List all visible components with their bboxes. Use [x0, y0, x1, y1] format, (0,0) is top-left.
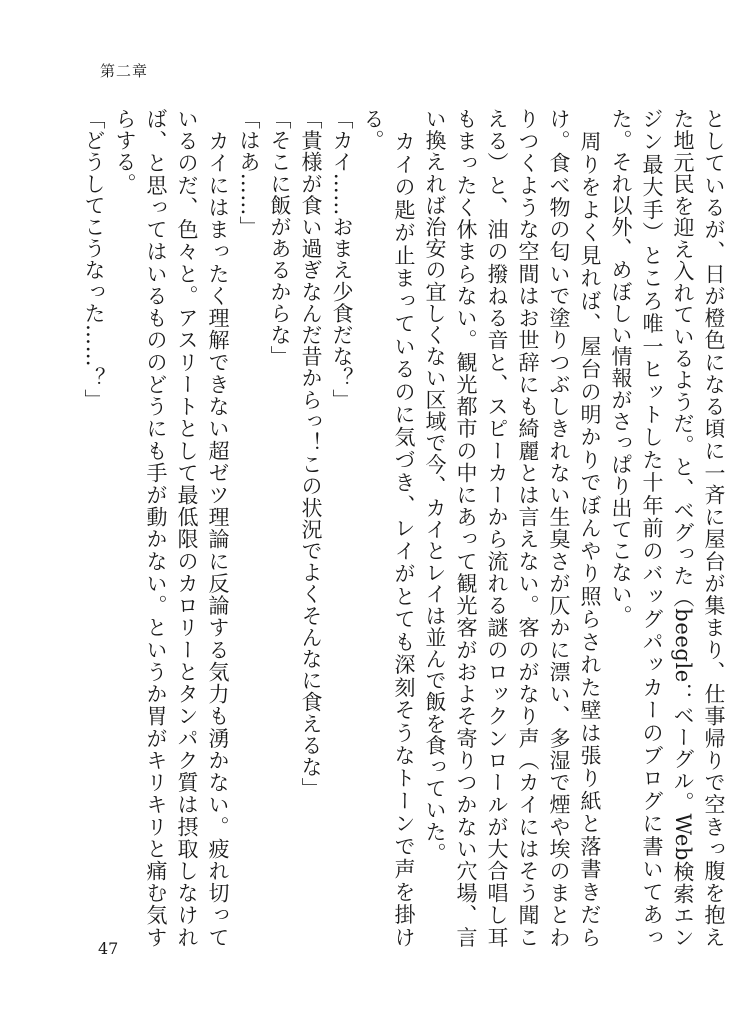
body-text-area: [78, 108, 726, 948]
dialogue-line-1: 「カイ……おまえ少食だな？」: [330, 108, 354, 411]
dialogue-line-3: 「そこに飯があるからな」: [268, 108, 292, 368]
dialogue-line-2: 「貴様が食い過ぎなんだ昔からっ！この状況でよくそんなに食えるな」: [299, 108, 323, 800]
paragraph-3: カイの匙が止まっているのに気づき、レイがとても深刻そうなトーンで声を掛ける。: [361, 108, 416, 948]
chapter-header: 第二章: [100, 62, 149, 80]
paragraph-2: 周りをよく見れば、屋台の明かりでぼんやり照らされた壁は張り紙と落書きだらけ。食べ物の匂いで塗りつぶしきれない生臭さが仄かに漂い、多湿で煙や埃のまとわりつくような空間はお世辞にも綺麗とは言えない。客のがなり声（カイにはそう聞こえる）と、油の撥ねる音と、スピーカーから流れる謎のロックンロールが大合唱し耳もまったく休まらない。観光都市の中にあって観光客がおよそ寄りつかない穴場、言い換えれば治安の宜しくない区域で今、カイとレイは並んで飯を食っていた。: [423, 108, 602, 948]
page-number: 47: [98, 939, 119, 958]
dialogue-line-5: 「どうしてこうなった……？」: [82, 108, 106, 411]
dialogue-line-4: 「はあ……」: [237, 108, 261, 238]
paragraph-1: としているが、日が橙色になる頃に一斉に屋台が集まり、仕事帰りで空きっ腹を抱えた地元民を迎え入れているようだ。と、ベグった（beegle：ベーグル。Web検索エンジン最大手）ところ唯一ヒットした十年前のバッグパッカーのブログに書いてあった。それ以外、めぼしい情報がさっぱり出てこない。: [609, 108, 726, 948]
vertical-text-column: [78, 108, 729, 948]
paragraph-4: カイにはまったく理解できない超ゼツ理論に反論する気力も湧かない。疲れ切っているのだ、色々と。アスリートとして最低限のカロリーとタンパク質は摂取しなければ、と思ってはいるもののどうにも手が動かない。というか胃がキリキリと痛む気すらする。: [113, 108, 230, 948]
